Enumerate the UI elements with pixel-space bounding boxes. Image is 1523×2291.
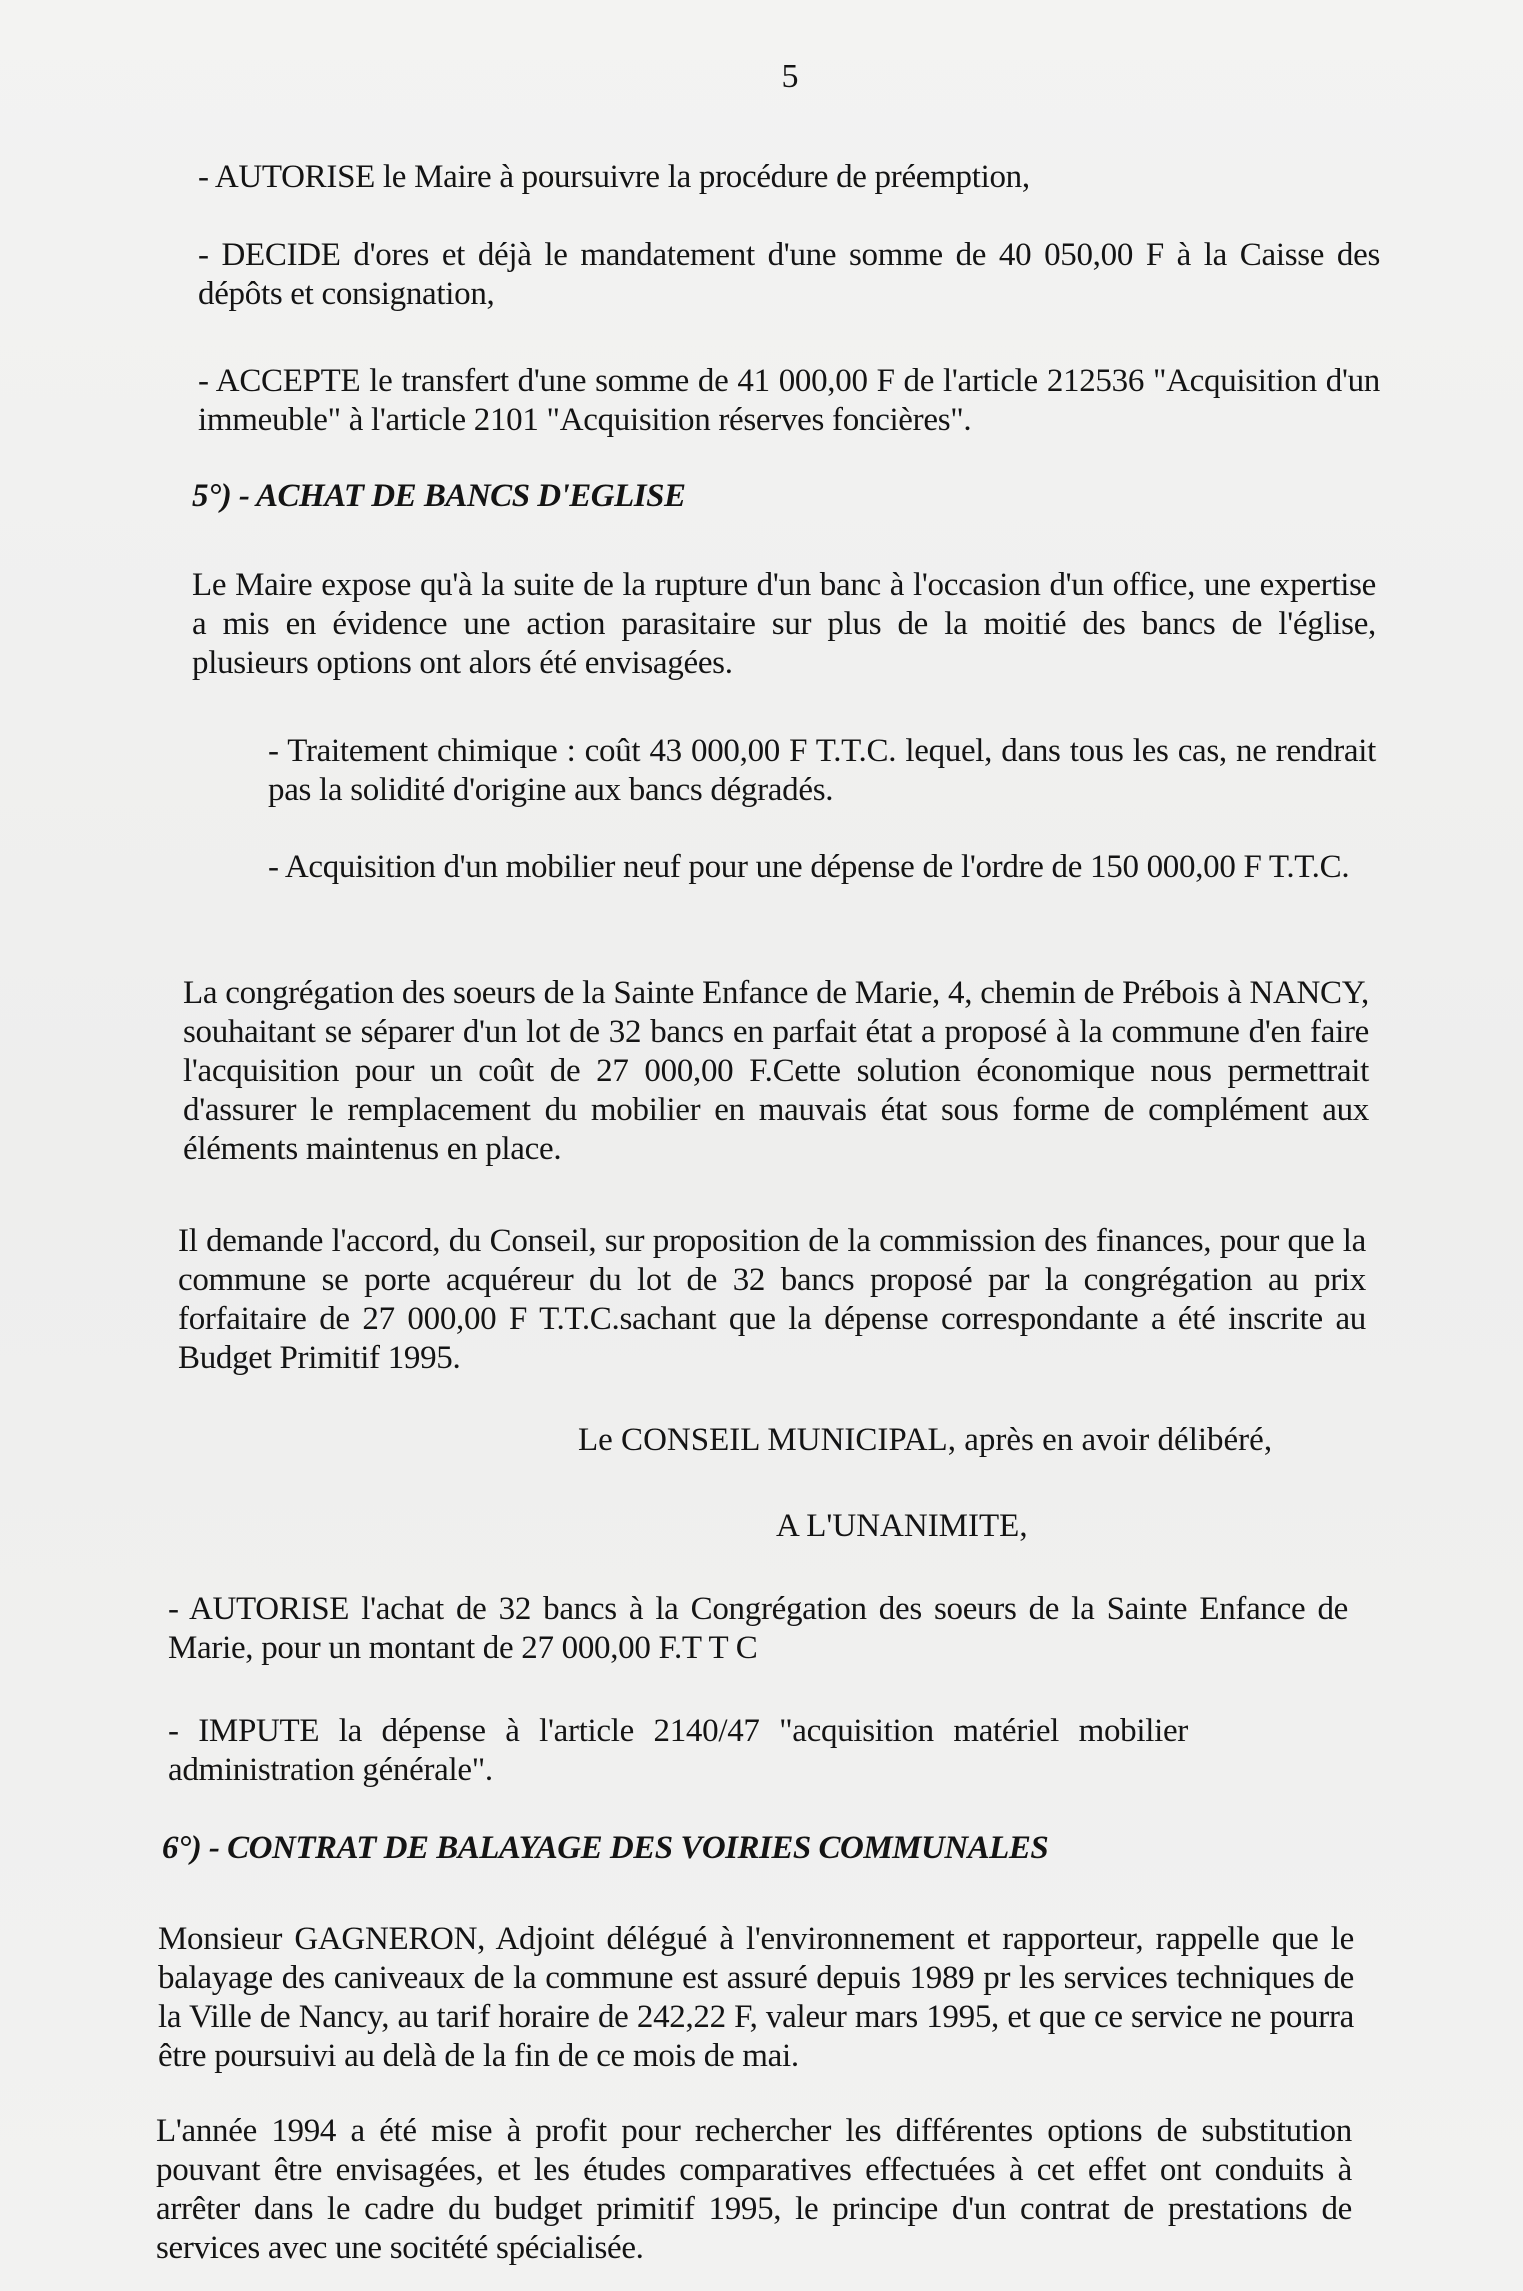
council-request: Il demande l'accord, du Conseil, sur proposition de la commission des finances, pour que la commune se porte acquéreur du lot de 32 bancs proposé par la congrégation au prix forfaitaire de 27 000,00 F T.T.C.sachant que la dépense correspondante a été inscrite au Budget Primitif 1995. [178, 1223, 1366, 1376]
section-6-paragraph-1: Monsieur GAGNERON, Adjoint délégué à l'environnement et rapporteur, rappelle que le balayage des caniveaux de la commune est assuré depuis 1989 pr les services techniques de la Ville de Nancy, au tarif horaire de 242,22 F, valeur mars 1995, et que ce service ne pourra être poursuivi au delà de la fin de ce mois de mai. [158, 1921, 1354, 2074]
authorize-preemption: - AUTORISE le Maire à poursuivre la procédure de préemption, [198, 159, 1030, 195]
decide-payment: - DECIDE d'ores et déjà le mandatement d'une somme de 40 050,00 F à la Caisse des dépôts et consignation, [198, 237, 1380, 312]
section-5-intro: Le Maire expose qu'à la suite de la rupture d'un banc à l'occasion d'un office, une expertise a mis en évidence une action parasitaire sur plus de la moitié des bancs de l'église, plusieurs options ont alors été envisagées. [192, 567, 1376, 681]
decision-impute-expense: - IMPUTE la dépense à l'article 2140/47 "acquisition matériel mobilier administration générale". [168, 1713, 1188, 1788]
congregation-proposal: La congrégation des soeurs de la Sainte Enfance de Marie, 4, chemin de Prébois à NANCY, souhaitant se séparer d'un lot de 32 bancs en parfait état a proposé à la commune d'en faire l'acquisition pour un coût de 27 000,00 F.Cette solution économique nous permettrait d'assurer le remplacement du mobilier en mauvais état sous forme de complément aux éléments maintenus en place. [183, 975, 1369, 1167]
page-number: 5 [781, 58, 799, 95]
option-chemical-treatment: - Traitement chimique : coût 43 000,00 F T.T.C. lequel, dans tous les cas, ne rendrait pas la solidité d'origine aux bancs dégradés. [268, 733, 1376, 808]
section-6-paragraph-2: L'année 1994 a été mise à profit pour rechercher les différentes options de substitution pouvant être envisagées, et les études comparatives effectuées à cet effet ont conduits à arrêter dans le cadre du budget primitif 1995, le principe d'un contrat de prestations de services avec une socitété spécialisée. [156, 2113, 1352, 2266]
unanimous-vote: A L'UNANIMITE, [776, 1508, 1028, 1544]
section-6-heading: 6°) - CONTRAT DE BALAYAGE DES VOIRIES COMMUNALES [162, 1830, 1049, 1866]
decision-authorize-purchase: - AUTORISE l'achat de 32 bancs à la Congrégation des soeurs de la Sainte Enfance de Marie, pour un montant de 27 000,00 F.T T C [168, 1591, 1348, 1666]
section-5-heading: 5°) - ACHAT DE BANCS D'EGLISE [192, 478, 686, 514]
council-deliberation: Le CONSEIL MUNICIPAL, après en avoir délibéré, [578, 1422, 1273, 1458]
option-new-furniture: - Acquisition d'un mobilier neuf pour une dépense de l'ordre de 150 000,00 F T.T.C. [268, 849, 1350, 885]
accept-transfer: - ACCEPTE le transfert d'une somme de 41 000,00 F de l'article 212536 "Acquisition d'un immeuble" à l'article 2101 "Acquisition réserves foncières". [198, 363, 1380, 438]
